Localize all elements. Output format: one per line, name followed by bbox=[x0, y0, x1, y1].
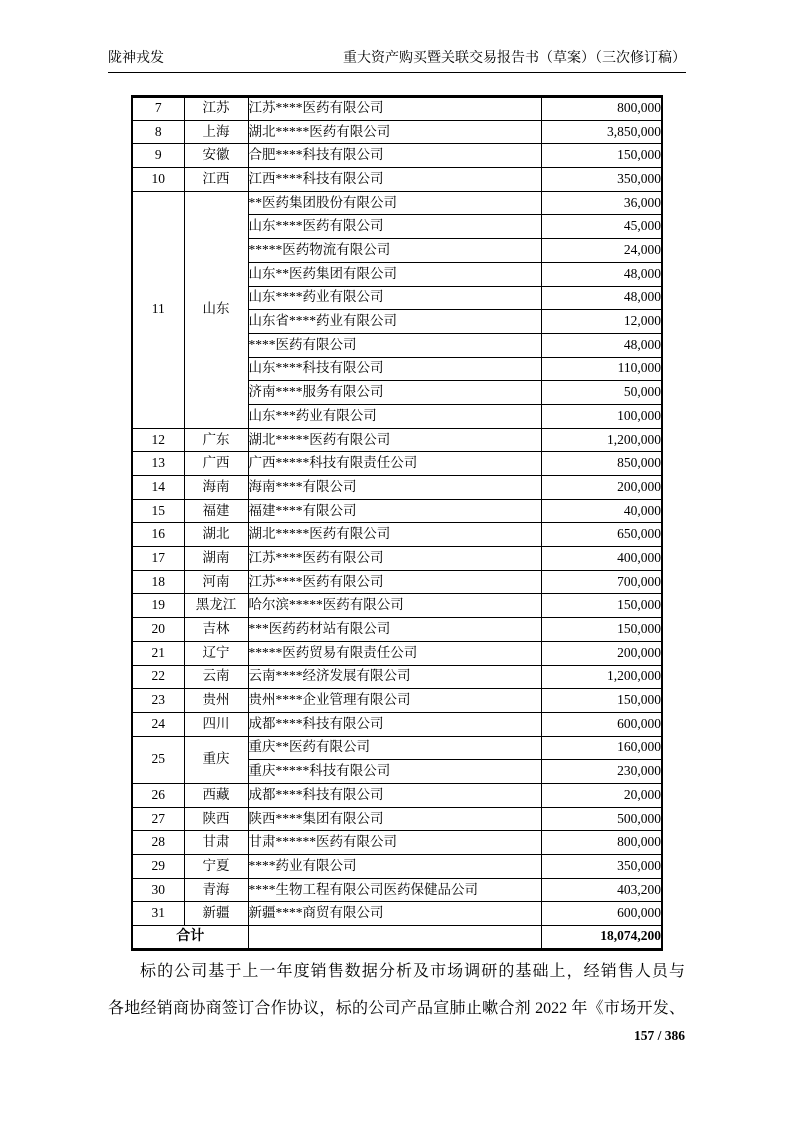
province-cell: 湖北 bbox=[184, 523, 248, 547]
body-paragraph-line-1: 标的公司基于上一年度销售数据分析及市场调研的基础上，经销售人员与 bbox=[140, 963, 685, 980]
table-row bbox=[132, 120, 662, 144]
row-number-cell: 7 bbox=[132, 97, 184, 121]
row-number-cell: 26 bbox=[132, 783, 184, 807]
company-name-cell: 甘肃******医药有限公司 bbox=[248, 831, 541, 855]
amount-cell: 600,000 bbox=[541, 712, 662, 736]
table-row bbox=[132, 712, 662, 736]
amount-cell: 48,000 bbox=[541, 262, 662, 286]
row-number-cell: 15 bbox=[132, 499, 184, 523]
province-cell: 青海 bbox=[184, 878, 248, 902]
table-row bbox=[132, 594, 662, 618]
company-name-cell: 济南****服务有限公司 bbox=[248, 381, 541, 405]
province-cell: 河南 bbox=[184, 570, 248, 594]
row-number-cell: 17 bbox=[132, 547, 184, 571]
amount-cell: 400,000 bbox=[541, 547, 662, 571]
company-name-cell: **医药集团股份有限公司 bbox=[248, 191, 541, 215]
company-name-cell: 陕西****集团有限公司 bbox=[248, 807, 541, 831]
row-number-cell: 10 bbox=[132, 168, 184, 192]
amount-cell: 230,000 bbox=[541, 760, 662, 784]
province-cell: 福建 bbox=[184, 499, 248, 523]
row-number-cell: 29 bbox=[132, 855, 184, 879]
total-label-cell: 合计 bbox=[132, 926, 248, 950]
table-row bbox=[132, 665, 662, 689]
company-name-cell: 成都****科技有限公司 bbox=[248, 783, 541, 807]
total-empty-cell bbox=[248, 926, 541, 950]
company-name-cell: *****医药贸易有限责任公司 bbox=[248, 641, 541, 665]
company-name-cell: ***医药药材站有限公司 bbox=[248, 618, 541, 642]
table-row bbox=[132, 878, 662, 902]
total-row bbox=[132, 926, 662, 950]
row-number-cell: 19 bbox=[132, 594, 184, 618]
row-number-cell: 30 bbox=[132, 878, 184, 902]
table-row bbox=[132, 547, 662, 571]
amount-cell: 20,000 bbox=[541, 783, 662, 807]
company-name-cell: 山东省****药业有限公司 bbox=[248, 310, 541, 334]
header-right-title: 重大资产购买暨关联交易报告书（草案）（三次修订稿） bbox=[343, 51, 686, 66]
company-name-cell: ****生物工程有限公司医药保健品公司 bbox=[248, 878, 541, 902]
table-row bbox=[132, 523, 662, 547]
table-row bbox=[132, 807, 662, 831]
province-cell: 安徽 bbox=[184, 144, 248, 168]
company-name-cell: ****药业有限公司 bbox=[248, 855, 541, 879]
header-left-title: 陇神戎发 bbox=[108, 51, 164, 66]
row-number-cell: 16 bbox=[132, 523, 184, 547]
distributor-sales-table bbox=[131, 95, 663, 951]
province-cell: 江苏 bbox=[184, 97, 248, 121]
table-row bbox=[132, 144, 662, 168]
company-name-cell: 湖北*****医药有限公司 bbox=[248, 428, 541, 452]
row-number-cell: 8 bbox=[132, 120, 184, 144]
row-number-cell: 28 bbox=[132, 831, 184, 855]
row-number-cell: 25 bbox=[132, 736, 184, 783]
amount-cell: 48,000 bbox=[541, 286, 662, 310]
amount-cell: 350,000 bbox=[541, 168, 662, 192]
amount-cell: 600,000 bbox=[541, 902, 662, 926]
table-row bbox=[132, 191, 662, 215]
province-cell: 广西 bbox=[184, 452, 248, 476]
amount-cell: 500,000 bbox=[541, 807, 662, 831]
amount-cell: 850,000 bbox=[541, 452, 662, 476]
company-name-cell: 云南****经济发展有限公司 bbox=[248, 665, 541, 689]
table-row bbox=[132, 618, 662, 642]
province-cell: 江西 bbox=[184, 168, 248, 192]
amount-cell: 150,000 bbox=[541, 618, 662, 642]
company-name-cell: 山东****医药有限公司 bbox=[248, 215, 541, 239]
amount-cell: 200,000 bbox=[541, 476, 662, 500]
amount-cell: 150,000 bbox=[541, 144, 662, 168]
sales-table-body bbox=[132, 97, 662, 926]
province-cell: 西藏 bbox=[184, 783, 248, 807]
row-number-cell: 22 bbox=[132, 665, 184, 689]
table-row bbox=[132, 499, 662, 523]
amount-cell: 40,000 bbox=[541, 499, 662, 523]
table-row bbox=[132, 831, 662, 855]
table-row bbox=[132, 736, 662, 760]
row-number-cell: 27 bbox=[132, 807, 184, 831]
company-name-cell: 山东****科技有限公司 bbox=[248, 357, 541, 381]
amount-cell: 200,000 bbox=[541, 641, 662, 665]
amount-cell: 150,000 bbox=[541, 689, 662, 713]
company-name-cell: 哈尔滨*****医药有限公司 bbox=[248, 594, 541, 618]
company-name-cell: 山东***药业有限公司 bbox=[248, 404, 541, 428]
row-number-cell: 9 bbox=[132, 144, 184, 168]
row-number-cell: 24 bbox=[132, 712, 184, 736]
amount-cell: 50,000 bbox=[541, 381, 662, 405]
amount-cell: 1,200,000 bbox=[541, 428, 662, 452]
company-name-cell: 合肥****科技有限公司 bbox=[248, 144, 541, 168]
amount-cell: 100,000 bbox=[541, 404, 662, 428]
company-name-cell: 福建****有限公司 bbox=[248, 499, 541, 523]
row-number-cell: 18 bbox=[132, 570, 184, 594]
amount-cell: 800,000 bbox=[541, 97, 662, 121]
table-row bbox=[132, 641, 662, 665]
province-cell: 黑龙江 bbox=[184, 594, 248, 618]
province-cell: 云南 bbox=[184, 665, 248, 689]
row-number-cell: 20 bbox=[132, 618, 184, 642]
province-cell: 山东 bbox=[184, 191, 248, 428]
province-cell: 新疆 bbox=[184, 902, 248, 926]
company-name-cell: 重庆*****科技有限公司 bbox=[248, 760, 541, 784]
body-paragraph-line-2: 各地经销商协商签订合作协议，标的公司产品宣肺止嗽合剂 2022 年《市场开发、 bbox=[108, 999, 685, 1017]
amount-cell: 150,000 bbox=[541, 594, 662, 618]
table-row bbox=[132, 168, 662, 192]
province-cell: 宁夏 bbox=[184, 855, 248, 879]
row-number-cell: 11 bbox=[132, 191, 184, 428]
table-row bbox=[132, 97, 662, 121]
amount-cell: 403,200 bbox=[541, 878, 662, 902]
amount-cell: 110,000 bbox=[541, 357, 662, 381]
page-number: 157 / 386 bbox=[633, 1028, 685, 1043]
row-number-cell: 14 bbox=[132, 476, 184, 500]
amount-cell: 36,000 bbox=[541, 191, 662, 215]
province-cell: 海南 bbox=[184, 476, 248, 500]
province-cell: 贵州 bbox=[184, 689, 248, 713]
amount-cell: 12,000 bbox=[541, 310, 662, 334]
amount-cell: 700,000 bbox=[541, 570, 662, 594]
amount-cell: 350,000 bbox=[541, 855, 662, 879]
company-name-cell: 湖北*****医药有限公司 bbox=[248, 120, 541, 144]
amount-cell: 650,000 bbox=[541, 523, 662, 547]
company-name-cell: 贵州****企业管理有限公司 bbox=[248, 689, 541, 713]
company-name-cell: *****医药物流有限公司 bbox=[248, 239, 541, 263]
province-cell: 四川 bbox=[184, 712, 248, 736]
amount-cell: 24,000 bbox=[541, 239, 662, 263]
table-row bbox=[132, 452, 662, 476]
row-number-cell: 21 bbox=[132, 641, 184, 665]
province-cell: 广东 bbox=[184, 428, 248, 452]
province-cell: 吉林 bbox=[184, 618, 248, 642]
company-name-cell: 江苏****医药有限公司 bbox=[248, 570, 541, 594]
page-header bbox=[108, 51, 686, 73]
company-name-cell: 湖北*****医药有限公司 bbox=[248, 523, 541, 547]
province-cell: 甘肃 bbox=[184, 831, 248, 855]
company-name-cell: 江苏****医药有限公司 bbox=[248, 97, 541, 121]
row-number-cell: 12 bbox=[132, 428, 184, 452]
company-name-cell: 山东**医药集团有限公司 bbox=[248, 262, 541, 286]
province-cell: 湖南 bbox=[184, 547, 248, 571]
company-name-cell: 江西****科技有限公司 bbox=[248, 168, 541, 192]
table-row bbox=[132, 902, 662, 926]
amount-cell: 1,200,000 bbox=[541, 665, 662, 689]
table-row bbox=[132, 855, 662, 879]
company-name-cell: 山东****药业有限公司 bbox=[248, 286, 541, 310]
table-row bbox=[132, 689, 662, 713]
company-name-cell: ****医药有限公司 bbox=[248, 333, 541, 357]
company-name-cell: 江苏****医药有限公司 bbox=[248, 547, 541, 571]
province-cell: 辽宁 bbox=[184, 641, 248, 665]
row-number-cell: 23 bbox=[132, 689, 184, 713]
amount-cell: 3,850,000 bbox=[541, 120, 662, 144]
table-row bbox=[132, 428, 662, 452]
company-name-cell: 海南****有限公司 bbox=[248, 476, 541, 500]
company-name-cell: 成都****科技有限公司 bbox=[248, 712, 541, 736]
row-number-cell: 31 bbox=[132, 902, 184, 926]
table-row bbox=[132, 783, 662, 807]
amount-cell: 800,000 bbox=[541, 831, 662, 855]
province-cell: 重庆 bbox=[184, 736, 248, 783]
company-name-cell: 重庆**医药有限公司 bbox=[248, 736, 541, 760]
company-name-cell: 新疆****商贸有限公司 bbox=[248, 902, 541, 926]
province-cell: 陕西 bbox=[184, 807, 248, 831]
body-paragraph bbox=[108, 954, 685, 1027]
amount-cell: 45,000 bbox=[541, 215, 662, 239]
row-number-cell: 13 bbox=[132, 452, 184, 476]
company-name-cell: 广西*****科技有限责任公司 bbox=[248, 452, 541, 476]
table-row bbox=[132, 570, 662, 594]
province-cell: 上海 bbox=[184, 120, 248, 144]
amount-cell: 48,000 bbox=[541, 333, 662, 357]
total-amount-cell: 18,074,200 bbox=[541, 926, 662, 950]
amount-cell: 160,000 bbox=[541, 736, 662, 760]
table-row bbox=[132, 476, 662, 500]
